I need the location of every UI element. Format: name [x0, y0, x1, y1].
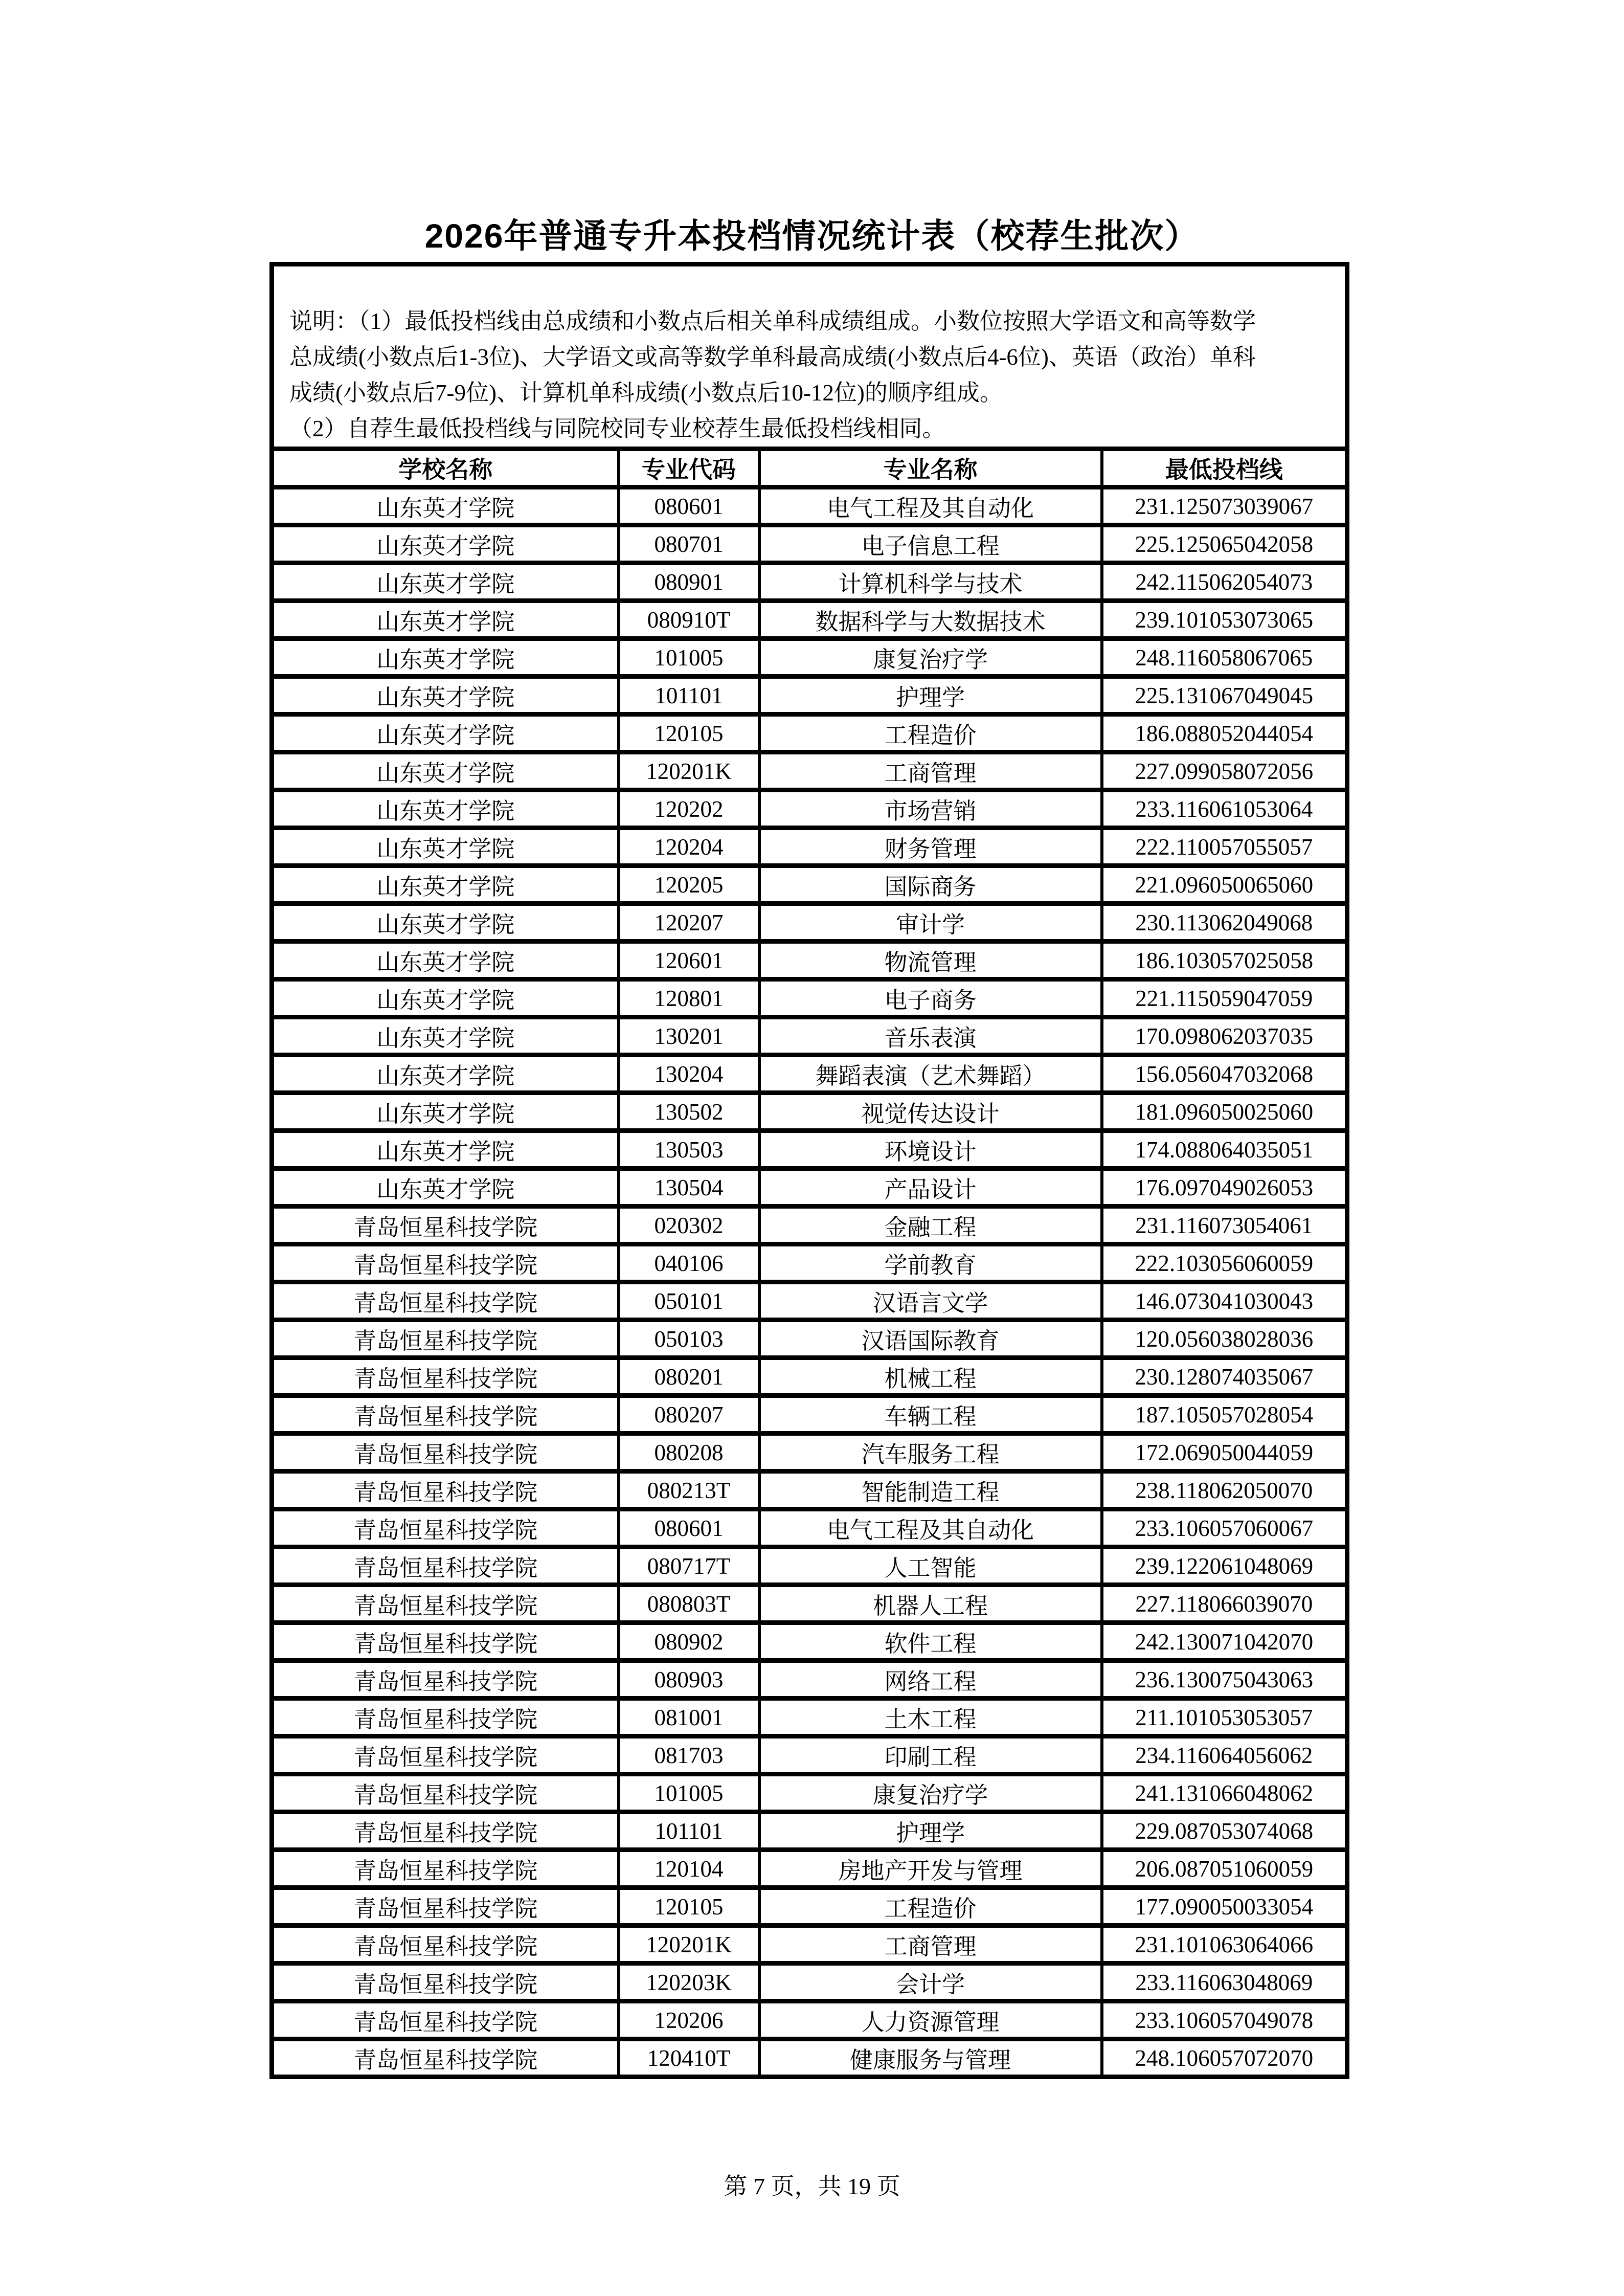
admission-table: [269, 262, 1349, 2079]
min-score-cell: 225.131067049045: [1102, 677, 1347, 715]
major-code-cell: 080902: [619, 1623, 759, 1661]
table-body: [272, 487, 1347, 2077]
major-code-cell: 120204: [619, 828, 759, 866]
major-code-cell: 120601: [619, 942, 759, 979]
major-code-cell: 020302: [619, 1207, 759, 1244]
major-name-cell: 环境设计: [759, 1131, 1102, 1169]
major-code-cell: 080213T: [619, 1472, 759, 1509]
major-name-cell: 人工智能: [759, 1547, 1102, 1585]
min-score-cell: 120.056038028036: [1102, 1320, 1347, 1358]
table-row: [272, 1926, 1347, 1964]
major-code-cell: 080803T: [619, 1585, 759, 1623]
major-name-cell: 工商管理: [759, 752, 1102, 790]
school-name-cell: 山东英才学院: [272, 487, 619, 525]
table-row: [272, 1396, 1347, 1434]
major-name-cell: 工程造价: [759, 715, 1102, 752]
major-name-cell: 机械工程: [759, 1358, 1102, 1396]
major-name-cell: 审计学: [759, 904, 1102, 942]
school-name-cell: 青岛恒星科技学院: [272, 1434, 619, 1472]
table-row: [272, 1812, 1347, 1850]
table-row: [272, 563, 1347, 601]
school-name-cell: 山东英才学院: [272, 1169, 619, 1207]
major-name-cell: 车辆工程: [759, 1396, 1102, 1434]
school-name-cell: 青岛恒星科技学院: [272, 1207, 619, 1244]
major-code-cell: 120410T: [619, 2039, 759, 2077]
school-name-cell: 青岛恒星科技学院: [272, 1661, 619, 1699]
major-name-cell: 智能制造工程: [759, 1472, 1102, 1509]
school-name-cell: 山东英才学院: [272, 715, 619, 752]
school-name-cell: 山东英才学院: [272, 639, 619, 677]
table-row: [272, 1472, 1347, 1509]
major-name-cell: 学前教育: [759, 1244, 1102, 1282]
table-row: [272, 1017, 1347, 1055]
page-title: 2026年普通专升本投档情况统计表（校荐生批次）: [424, 217, 1200, 255]
table-row: [272, 1585, 1347, 1623]
table-row: [272, 1850, 1347, 1888]
major-code-cell: 040106: [619, 1244, 759, 1282]
table-row: [272, 904, 1347, 942]
school-name-cell: 青岛恒星科技学院: [272, 1623, 619, 1661]
school-name-cell: 青岛恒星科技学院: [272, 1547, 619, 1585]
min-score-cell: 146.073041030043: [1102, 1282, 1347, 1320]
major-name-cell: 印刷工程: [759, 1736, 1102, 1774]
min-score-cell: 227.099058072056: [1102, 752, 1347, 790]
school-name-cell: 山东英才学院: [272, 790, 619, 828]
school-name-cell: 山东英才学院: [272, 677, 619, 715]
school-name-cell: 山东英才学院: [272, 1055, 619, 1093]
min-score-cell: 222.110057055057: [1102, 828, 1347, 866]
table-row: [272, 639, 1347, 677]
major-code-cell: 081703: [619, 1736, 759, 1774]
major-name-cell: 电气工程及其自动化: [759, 1509, 1102, 1547]
page-number: 第 7 页，共 19 页: [724, 2173, 900, 2199]
min-score-cell: 221.096050065060: [1102, 866, 1347, 904]
major-code-cell: 101005: [619, 639, 759, 677]
min-score-cell: 230.128074035067: [1102, 1358, 1347, 1396]
min-score-cell: 181.096050025060: [1102, 1093, 1347, 1131]
school-name-cell: 青岛恒星科技学院: [272, 1244, 619, 1282]
major-name-cell: 金融工程: [759, 1207, 1102, 1244]
note-line-2: 总成绩(小数点后1-3位)、大学语文或高等数学单科最高成绩(小数点后4-6位)、英语（政治）单科: [289, 344, 1256, 370]
major-name-cell: 康复治疗学: [759, 639, 1102, 677]
table-row: [272, 487, 1347, 525]
major-name-cell: 电子信息工程: [759, 525, 1102, 563]
major-code-cell: 120105: [619, 715, 759, 752]
major-code-cell: 120207: [619, 904, 759, 942]
major-name-cell: 会计学: [759, 1964, 1102, 2001]
school-name-cell: 青岛恒星科技学院: [272, 1320, 619, 1358]
min-score-cell: 231.116073054061: [1102, 1207, 1347, 1244]
school-name-cell: 青岛恒星科技学院: [272, 1358, 619, 1396]
major-code-cell: 080903: [619, 1661, 759, 1699]
major-name-cell: 工商管理: [759, 1926, 1102, 1964]
min-score-cell: 242.115062054073: [1102, 563, 1347, 601]
school-name-cell: 青岛恒星科技学院: [272, 1964, 619, 2001]
school-name-cell: 山东英才学院: [272, 866, 619, 904]
major-name-cell: 产品设计: [759, 1169, 1102, 1207]
school-name-cell: 山东英才学院: [272, 601, 619, 639]
major-name-cell: 汉语言文学: [759, 1282, 1102, 1320]
school-name-cell: 山东英才学院: [272, 1131, 619, 1169]
min-score-cell: 222.103056060059: [1102, 1244, 1347, 1282]
note-line-1: 说明：（1）最低投档线由总成绩和小数点后相关单科成绩组成。小数位按照大学语文和高等数学: [289, 308, 1256, 334]
notes-text: [289, 303, 1333, 447]
school-name-cell: 青岛恒星科技学院: [272, 1509, 619, 1547]
col-header-score: 最低投档线: [1102, 449, 1347, 487]
min-score-cell: 229.087053074068: [1102, 1812, 1347, 1850]
table-row: [272, 1964, 1347, 2001]
major-code-cell: 120203K: [619, 1964, 759, 2001]
major-code-cell: 101005: [619, 1774, 759, 1812]
min-score-cell: 241.131066048062: [1102, 1774, 1347, 1812]
table-row: [272, 2039, 1347, 2077]
table-row: [272, 1131, 1347, 1169]
major-name-cell: 国际商务: [759, 866, 1102, 904]
major-code-cell: 120201K: [619, 752, 759, 790]
school-name-cell: 青岛恒星科技学院: [272, 2001, 619, 2039]
min-score-cell: 234.116064056062: [1102, 1736, 1347, 1774]
min-score-cell: 248.116058067065: [1102, 639, 1347, 677]
school-name-cell: 青岛恒星科技学院: [272, 2039, 619, 2077]
min-score-cell: 239.122061048069: [1102, 1547, 1347, 1585]
major-code-cell: 120801: [619, 979, 759, 1017]
major-code-cell: 081001: [619, 1699, 759, 1736]
school-name-cell: 青岛恒星科技学院: [272, 1736, 619, 1774]
col-header-school: 学校名称: [272, 449, 619, 487]
school-name-cell: 山东英才学院: [272, 904, 619, 942]
major-name-cell: 护理学: [759, 677, 1102, 715]
major-code-cell: 080601: [619, 487, 759, 525]
school-name-cell: 青岛恒星科技学院: [272, 1812, 619, 1850]
major-code-cell: 130504: [619, 1169, 759, 1207]
major-code-cell: 130201: [619, 1017, 759, 1055]
table-row: [272, 1169, 1347, 1207]
table-row: [272, 979, 1347, 1017]
min-score-cell: 211.101053053057: [1102, 1699, 1347, 1736]
major-name-cell: 健康服务与管理: [759, 2039, 1102, 2077]
major-code-cell: 130503: [619, 1131, 759, 1169]
table-row: [272, 1320, 1347, 1358]
major-name-cell: 房地产开发与管理: [759, 1850, 1102, 1888]
table-head-section: [272, 264, 1347, 487]
table-row: [272, 1244, 1347, 1282]
min-score-cell: 170.098062037035: [1102, 1017, 1347, 1055]
table-row: [272, 601, 1347, 639]
min-score-cell: 231.101063064066: [1102, 1926, 1347, 1964]
major-code-cell: 080207: [619, 1396, 759, 1434]
min-score-cell: 233.116063048069: [1102, 1964, 1347, 2001]
school-name-cell: 山东英才学院: [272, 563, 619, 601]
major-code-cell: 080901: [619, 563, 759, 601]
major-code-cell: 101101: [619, 677, 759, 715]
table-row: [272, 677, 1347, 715]
major-name-cell: 物流管理: [759, 942, 1102, 979]
major-name-cell: 土木工程: [759, 1699, 1102, 1736]
col-header-major: 专业名称: [759, 449, 1102, 487]
min-score-cell: 242.130071042070: [1102, 1623, 1347, 1661]
major-code-cell: 101101: [619, 1812, 759, 1850]
note-line-4: （2）自荐生最低投档线与同院校同专业校荐生最低投档线相同。: [289, 416, 945, 441]
note-line-3: 成绩(小数点后7-9位)、计算机单科成绩(小数点后10-12位)的顺序组成。: [289, 380, 1003, 406]
major-name-cell: 数据科学与大数据技术: [759, 601, 1102, 639]
major-name-cell: 市场营销: [759, 790, 1102, 828]
min-score-cell: 231.125073039067: [1102, 487, 1347, 525]
table-row: [272, 1699, 1347, 1736]
table-row: [272, 1434, 1347, 1472]
table-row: [272, 790, 1347, 828]
table-row: [272, 1055, 1347, 1093]
school-name-cell: 青岛恒星科技学院: [272, 1699, 619, 1736]
school-name-cell: 青岛恒星科技学院: [272, 1926, 619, 1964]
min-score-cell: 230.113062049068: [1102, 904, 1347, 942]
major-code-cell: 120205: [619, 866, 759, 904]
major-code-cell: 120206: [619, 2001, 759, 2039]
school-name-cell: 山东英才学院: [272, 979, 619, 1017]
major-code-cell: 080601: [619, 1509, 759, 1547]
table-row: [272, 1661, 1347, 1699]
min-score-cell: 187.105057028054: [1102, 1396, 1347, 1434]
major-code-cell: 130204: [619, 1055, 759, 1093]
school-name-cell: 青岛恒星科技学院: [272, 1282, 619, 1320]
major-name-cell: 机器人工程: [759, 1585, 1102, 1623]
table-row: [272, 1623, 1347, 1661]
min-score-cell: 174.088064035051: [1102, 1131, 1347, 1169]
major-name-cell: 电子商务: [759, 979, 1102, 1017]
major-name-cell: 舞蹈表演（艺术舞蹈）: [759, 1055, 1102, 1093]
table-row: [272, 866, 1347, 904]
min-score-cell: 177.090050033054: [1102, 1888, 1347, 1926]
major-code-cell: 080701: [619, 525, 759, 563]
major-name-cell: 护理学: [759, 1812, 1102, 1850]
table-row: [272, 1547, 1347, 1585]
major-name-cell: 汽车服务工程: [759, 1434, 1102, 1472]
min-score-cell: 227.118066039070: [1102, 1585, 1347, 1623]
min-score-cell: 248.106057072070: [1102, 2039, 1347, 2077]
major-name-cell: 计算机科学与技术: [759, 563, 1102, 601]
major-name-cell: 财务管理: [759, 828, 1102, 866]
major-code-cell: 120201K: [619, 1926, 759, 1964]
min-score-cell: 233.106057060067: [1102, 1509, 1347, 1547]
min-score-cell: 176.097049026053: [1102, 1169, 1347, 1207]
major-name-cell: 视觉传达设计: [759, 1093, 1102, 1131]
major-code-cell: 080208: [619, 1434, 759, 1472]
major-name-cell: 软件工程: [759, 1623, 1102, 1661]
min-score-cell: 172.069050044059: [1102, 1434, 1347, 1472]
min-score-cell: 221.115059047059: [1102, 979, 1347, 1017]
school-name-cell: 青岛恒星科技学院: [272, 1888, 619, 1926]
min-score-cell: 236.130075043063: [1102, 1661, 1347, 1699]
min-score-cell: 186.103057025058: [1102, 942, 1347, 979]
major-code-cell: 120104: [619, 1850, 759, 1888]
school-name-cell: 山东英才学院: [272, 942, 619, 979]
table-row: [272, 525, 1347, 563]
school-name-cell: 山东英才学院: [272, 525, 619, 563]
table-row: [272, 1358, 1347, 1396]
table-row: [272, 2001, 1347, 2039]
school-name-cell: 青岛恒星科技学院: [272, 1472, 619, 1509]
table-row: [272, 1888, 1347, 1926]
school-name-cell: 山东英才学院: [272, 1093, 619, 1131]
table-row: [272, 752, 1347, 790]
school-name-cell: 山东英才学院: [272, 1017, 619, 1055]
major-code-cell: 050101: [619, 1282, 759, 1320]
major-code-cell: 120105: [619, 1888, 759, 1926]
min-score-cell: 225.125065042058: [1102, 525, 1347, 563]
major-name-cell: 工程造价: [759, 1888, 1102, 1926]
school-name-cell: 青岛恒星科技学院: [272, 1850, 619, 1888]
major-code-cell: 130502: [619, 1093, 759, 1131]
major-name-cell: 人力资源管理: [759, 2001, 1102, 2039]
header-row: [272, 449, 1347, 487]
min-score-cell: 238.118062050070: [1102, 1472, 1347, 1509]
notes-cell: [272, 264, 1347, 449]
school-name-cell: 青岛恒星科技学院: [272, 1774, 619, 1812]
major-code-cell: 080717T: [619, 1547, 759, 1585]
major-code-cell: 080201: [619, 1358, 759, 1396]
table-row: [272, 942, 1347, 979]
table-row: [272, 1207, 1347, 1244]
major-name-cell: 康复治疗学: [759, 1774, 1102, 1812]
major-name-cell: 汉语国际教育: [759, 1320, 1102, 1358]
table-row: [272, 1774, 1347, 1812]
min-score-cell: 156.056047032068: [1102, 1055, 1347, 1093]
major-code-cell: 120202: [619, 790, 759, 828]
major-name-cell: 音乐表演: [759, 1017, 1102, 1055]
table-row: [272, 1093, 1347, 1131]
school-name-cell: 山东英才学院: [272, 752, 619, 790]
table-row: [272, 1282, 1347, 1320]
table-row: [272, 1509, 1347, 1547]
major-code-cell: 050103: [619, 1320, 759, 1358]
min-score-cell: 233.106057049078: [1102, 2001, 1347, 2039]
min-score-cell: 186.088052044054: [1102, 715, 1347, 752]
major-name-cell: 网络工程: [759, 1661, 1102, 1699]
min-score-cell: 233.116061053064: [1102, 790, 1347, 828]
school-name-cell: 青岛恒星科技学院: [272, 1585, 619, 1623]
notes-row: [272, 264, 1347, 449]
school-name-cell: 山东英才学院: [272, 828, 619, 866]
major-name-cell: 电气工程及其自动化: [759, 487, 1102, 525]
table-row: [272, 1736, 1347, 1774]
table-row: [272, 828, 1347, 866]
major-code-cell: 080910T: [619, 601, 759, 639]
min-score-cell: 239.101053073065: [1102, 601, 1347, 639]
col-header-code: 专业代码: [619, 449, 759, 487]
table-row: [272, 715, 1347, 752]
school-name-cell: 青岛恒星科技学院: [272, 1396, 619, 1434]
min-score-cell: 206.087051060059: [1102, 1850, 1347, 1888]
